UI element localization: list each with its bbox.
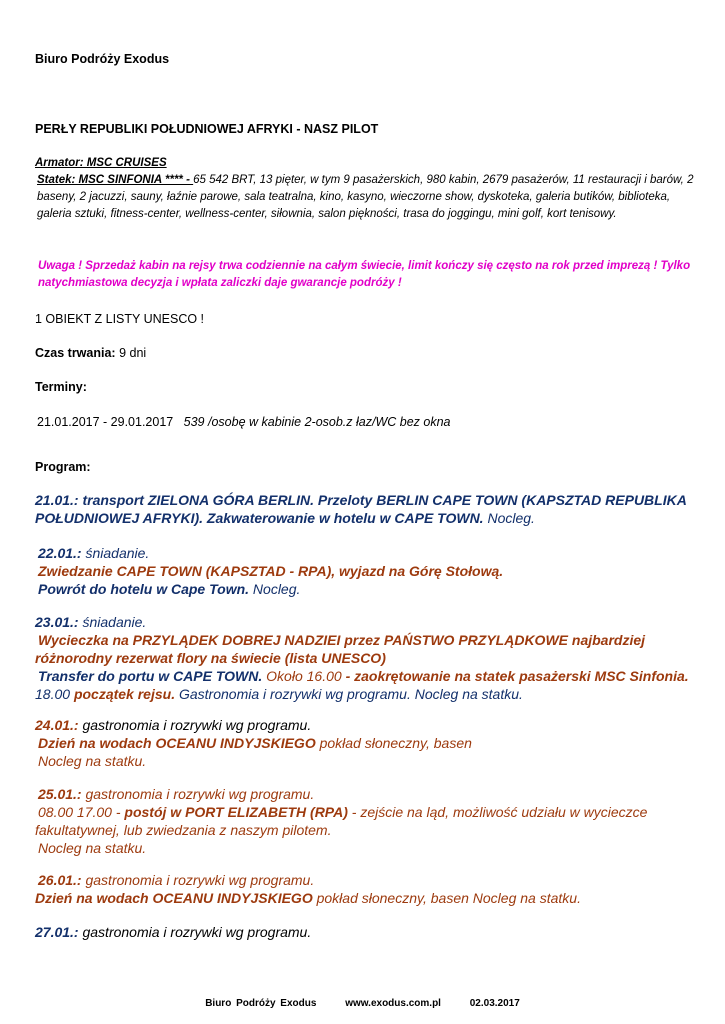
program-day-27 bbox=[35, 923, 695, 941]
day-24-text: gastronomia i rozrywki wg programu. bbox=[78, 717, 312, 733]
program-day-21 bbox=[35, 491, 695, 527]
agency-header: Biuro Podróży Exodus bbox=[35, 52, 170, 66]
day-23-breakfast: śniadanie. bbox=[78, 614, 147, 630]
footer-agency: Biuro Podróży Exodus bbox=[205, 998, 317, 1009]
program-day-26 bbox=[35, 871, 695, 907]
footer-date: 02.03.2017 bbox=[469, 998, 520, 1009]
program-day-22 bbox=[35, 544, 698, 598]
program-label: Program: bbox=[35, 460, 91, 474]
day-22-night: Nocleg. bbox=[249, 581, 301, 597]
day-23-boarding: - zaokrętowanie na statek pasażerski MSC Sinfonia. bbox=[345, 668, 689, 684]
day-27-text: gastronomia i rozrywki wg programu. bbox=[78, 924, 312, 940]
day-25-rest: - zejście na ląd, możliwość udziału w wycieczce fakultatywnej, lub zwiedzania z naszym pilotem. bbox=[35, 804, 648, 838]
day-22-tour: Zwiedzanie CAPE TOWN (KAPSZTAD - RPA), wyjazd na Górę Stołową. bbox=[38, 563, 504, 579]
ship-name: Statek: MSC SINFONIA **** - bbox=[37, 174, 194, 186]
duration bbox=[35, 346, 695, 361]
day-22-breakfast: śniadanie. bbox=[81, 545, 150, 561]
day-25-date: 25.01.: bbox=[38, 786, 82, 802]
page-footer bbox=[0, 998, 725, 1009]
day-24-date: 24.01.: bbox=[35, 717, 79, 733]
program-day-23 bbox=[35, 613, 695, 703]
day-24-sea: Dzień na wodach OCEANU INDYJSKIEGO bbox=[38, 735, 316, 751]
duration-label: Czas trwania: bbox=[35, 346, 116, 360]
day-23-start: początek rejsu. bbox=[73, 686, 176, 702]
day-23-date: 23.01.: bbox=[35, 614, 79, 630]
term-price: 539 /osobę w kabinie 2-osob.z łaz/WC bez okna bbox=[183, 415, 451, 429]
day-26-date: 26.01.: bbox=[38, 872, 82, 888]
day-22-return: Powrót do hotelu w Cape Town. bbox=[38, 581, 250, 597]
sales-warning: Uwaga ! Sprzedaż kabin na rejsy trwa codziennie na całym świecie, limit kończy się często na rok przed imprezą ! Tylko natychmiastowa decyzja i wpłata zaliczki daje gwarancje podróży ! bbox=[38, 260, 691, 289]
ship-description: 65 542 BRT, 13 pięter, w tym 9 pasażerskich, 980 kabin, 2679 pasażerów, 11 restauracji i barów, 2 baseny, 2 jacuzzi, sauny, łaźnie parowe, sala teatralna, kino, kasyno, wieczorne show, dyskoteka, galeria butików, biblioteka, galeria sztuki, fitness-center, wellness-center, siłownia, salon piękności, trasa do joggingu, mini golf, kort tenisowy. bbox=[37, 174, 694, 220]
day-25-night: Nocleg na statku. bbox=[38, 840, 147, 856]
day-21-night: Nocleg. bbox=[483, 510, 535, 526]
day-23-about: Około 16.00 bbox=[262, 668, 346, 684]
unesco-note: 1 OBIEKT Z LISTY UNESCO ! bbox=[35, 312, 205, 326]
day-23-transfer: Transfer do portu w CAPE TOWN. bbox=[38, 668, 263, 684]
day-23-trip: Wycieczka na PRZYLĄDEK DOBREJ NADZIEI przez PAŃSTWO PRZYLĄDKOWE najbardziej różnorodny rezerwat flory na świecie (lista UNESCO) bbox=[35, 632, 646, 666]
day-25-text: gastronomia i rozrywki wg programu. bbox=[81, 786, 315, 802]
day-26-sea: Dzień na wodach OCEANU INDYJSKIEGO bbox=[35, 890, 313, 906]
day-26-text: gastronomia i rozrywki wg programu. bbox=[81, 872, 315, 888]
program-day-25 bbox=[35, 785, 695, 857]
day-24-night: Nocleg na statku. bbox=[38, 753, 147, 769]
day-23-rest: Gastronomia i rozrywki wg programu. Nocleg na statku. bbox=[175, 686, 523, 702]
day-21-text: 21.01.: transport ZIELONA GÓRA BERLIN. Przeloty BERLIN CAPE TOWN (KAPSZTAD REPUBLIKA POŁUDNIOWEJ AFRYKI). Zakwaterowanie w hotelu w CAPE TOWN. bbox=[35, 492, 687, 526]
term-dates: 21.01.2017 - 29.01.2017 bbox=[37, 415, 174, 429]
day-24-deck: pokład słoneczny, basen bbox=[315, 735, 472, 751]
day-27-date: 27.01.: bbox=[35, 924, 79, 940]
footer-website: www.exodus.com.pl bbox=[345, 998, 441, 1009]
day-23-time: 18.00 bbox=[35, 686, 74, 702]
day-22-date: 22.01.: bbox=[38, 545, 82, 561]
program-day-24 bbox=[35, 716, 695, 770]
page-title: PERŁY REPUBLIKI POŁUDNIOWEJ AFRYKI - NASZ PILOT bbox=[35, 122, 379, 136]
terms-label: Terminy: bbox=[35, 380, 87, 394]
ship-owner: Armator: MSC CRUISES bbox=[35, 157, 167, 169]
day-26-rest: pokład słoneczny, basen Nocleg na statku. bbox=[312, 890, 581, 906]
duration-value: 9 dni bbox=[115, 346, 147, 360]
day-25-hours: 08.00 17.00 - bbox=[38, 804, 125, 820]
term-row bbox=[35, 415, 697, 430]
day-25-port: postój w PORT ELIZABETH (RPA) bbox=[124, 804, 348, 820]
ship-info bbox=[35, 155, 695, 223]
